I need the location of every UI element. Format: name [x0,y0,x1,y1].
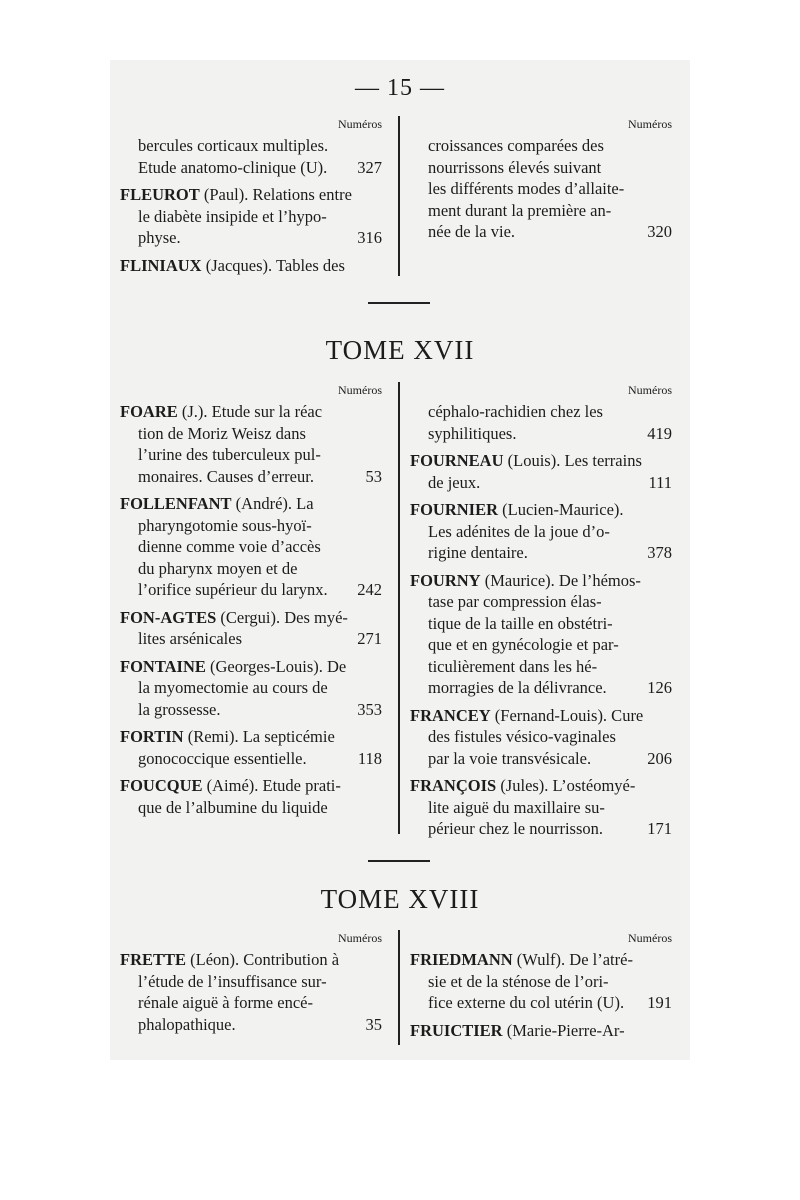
entry-text: (Léon). Contribution à [186,950,340,969]
entry-line [410,570,672,592]
author-name: FOURNY [410,570,481,590]
entry-line [410,591,672,613]
entry-line [410,472,672,494]
entry-line [410,818,672,840]
entry-line [410,971,672,993]
entry-line [120,227,382,249]
entry-text: née de la vie. [428,222,516,241]
entry-number: 327 [357,157,382,177]
entry-line [120,444,382,466]
entry-line [120,797,382,819]
column-left [120,382,382,824]
entry-line [410,178,672,200]
entry-number: 378 [647,543,672,562]
entry-line [410,992,672,1014]
entry-line [410,450,672,472]
author-name: FOLLENFANT [120,494,232,513]
author-name: FRIEDMANN [410,950,513,969]
author-name: FOUCQUE [120,776,203,795]
index-entry [120,493,382,601]
numbers-header: Numéros [338,931,382,945]
entry-line [120,628,382,650]
entry-text: le diabète insipide et l’hypo- [138,206,327,226]
index-entry [120,775,382,818]
entry-text: (André). La [231,494,314,513]
entry-line [120,401,382,423]
entry-text: lite aiguë du maxillaire su- [428,797,605,817]
entry-line [410,775,672,797]
column-right [410,930,672,1047]
entry-text: la myomectomie au cours de [138,678,328,697]
index-entry [120,184,382,249]
author-name: FLINIAUX [120,255,202,275]
entry-text: (Maurice). De l’hémos- [480,570,641,590]
entry-text: morragies de la délivrance. [428,678,607,697]
index-entry [120,135,382,178]
author-name: FOARE [120,402,178,421]
entry-line [410,949,672,971]
entry-number: 316 [357,228,382,247]
entry-text: (Fernand-Louis). Cure [490,705,644,725]
index-entry [120,607,382,650]
entry-line [120,971,382,993]
entry-number: 35 [365,1014,382,1034]
entry-line [410,521,672,543]
entry-line [410,423,672,445]
entry-number: 53 [365,466,382,486]
entry-text: les différents modes d’allaite- [428,179,625,198]
entry-text: tase par compression élas- [428,592,602,611]
entry-line [410,542,672,564]
index-entry [120,401,382,487]
entry-line [410,613,672,635]
entry-number: 320 [647,222,672,241]
entry-line [120,515,382,537]
entry-line [120,677,382,699]
entry-line [410,748,672,770]
entry-text: (Lucien-Maurice). [498,500,624,519]
entry-line [120,607,382,629]
entry-number: 171 [647,819,672,838]
entry-text: que et en gynécologie et par- [428,635,619,654]
entry-line [120,992,382,1014]
section-tome-xviii [120,930,680,1045]
entry-text: nourrissons élevés suivant [428,157,602,177]
author-name: FONTAINE [120,656,206,676]
entry-line [120,255,382,277]
entry-number: 206 [647,748,672,768]
index-entry [120,656,382,721]
entry-line [410,705,672,727]
entry-text: (Paul). Relations entre [199,185,352,204]
entry-text: phalopathique. [138,1014,236,1034]
entry-text: (Jules). L’ostéomyé- [496,776,636,795]
entry-number: 111 [648,472,672,492]
entry-number: 118 [357,748,382,768]
numbers-header: Numéros [628,117,672,131]
index-entry [410,499,672,564]
author-name: FLEUROT [120,185,200,204]
index-entry [410,949,672,1014]
entry-text: (Jacques). Tables des [201,255,345,275]
section-tome-xvii [120,382,680,838]
entry-text: bercules corticaux multiples. [138,136,329,155]
entry-text: (Cergui). Des myé- [216,607,348,627]
entry-number: 271 [357,629,382,648]
entry-line [410,797,672,819]
entry-text: (Marie-Pierre-Ar- [502,1020,625,1040]
entry-line [120,184,382,206]
entry-line [410,135,672,157]
column-divider [398,382,400,834]
entry-line [410,200,672,222]
entry-text: (J.). Etude sur la réac [177,402,323,421]
page-number: — 15 — [355,75,445,101]
index-entry [410,775,672,840]
entry-line [120,656,382,678]
entry-text: l’étude de l’insuffisance sur- [138,971,327,991]
entry-line [120,949,382,971]
entry-text: pharyngotomie sous-hyoï- [138,515,312,535]
entry-line [120,1014,382,1036]
author-name: FORTIN [120,727,184,746]
entry-line [410,656,672,678]
entry-text: tion de Moriz Weisz dans [138,423,306,443]
entry-number: 353 [357,699,382,719]
index-entry [410,135,672,243]
entry-line [120,206,382,228]
author-name: FOURNIER [410,500,499,519]
entry-text: sie et de la sténose de l’ori- [428,971,609,991]
entry-text: Les adénites de la joue d’o- [428,521,610,541]
entry-text: l’orifice supérieur du larynx. [138,580,328,599]
tome-title-xvii: TOME XVII [325,335,475,365]
entry-number: 126 [647,678,672,697]
column-left [120,116,382,282]
author-name: FRETTE [120,950,187,969]
entry-text: rénale aiguë à forme encé- [138,993,313,1012]
entry-text: Etude anatomo-clinique (U). [138,157,328,177]
entry-line [120,775,382,797]
author-name: FRUICTIER [410,1020,503,1040]
entry-text: l’urine des tuberculeux pul- [138,445,321,464]
section-rule [368,860,430,862]
entry-text: syphilitiques. [428,423,517,443]
entry-line [410,726,672,748]
entry-text: gonococcique essentielle. [138,748,307,768]
author-name: FOURNEAU [410,451,504,470]
entry-text: (Louis). Les terrains [503,451,642,470]
author-name: FON-AGTES [120,607,217,627]
entry-line [410,157,672,179]
entry-line [120,135,382,157]
index-entry [120,255,382,277]
entry-text: céphalo-rachidien chez les [428,402,603,421]
column-divider [398,930,400,1045]
author-name: FRANÇOIS [410,776,497,795]
index-entry [410,570,672,699]
entry-line [410,499,672,521]
numbers-header: Numéros [628,931,672,945]
entry-line [120,493,382,515]
column-right [410,116,672,249]
entry-text: (Georges-Louis). De [205,656,347,676]
entry-line [120,157,382,179]
entry-text: dienne comme voie d’accès [138,537,321,556]
entry-number: 191 [647,993,672,1012]
index-entry [410,450,672,493]
entry-text: des fistules vésico-vaginales [428,727,616,746]
entry-line [410,401,672,423]
entry-number: 242 [357,580,382,599]
author-name: FRANCEY [410,705,491,725]
section-rule [368,302,430,304]
entry-line [410,677,672,699]
entry-text: physe. [138,228,181,247]
entry-line [120,748,382,770]
entry-line [410,221,672,243]
entry-text: monaires. Causes d’erreur. [138,466,314,486]
numbers-header: Numéros [628,383,672,397]
index-entry [410,1020,672,1042]
entry-line [120,699,382,721]
entry-text: fice externe du col utérin (U). [428,993,625,1012]
entry-text: tique de la taille en obstétri- [428,613,613,633]
entry-line [410,1020,672,1042]
tome-title-xviii: TOME XVIII [320,884,480,914]
column-divider [398,116,400,276]
entry-line [120,423,382,445]
entry-line [120,558,382,580]
column-left [120,930,382,1041]
entry-number: 419 [647,423,672,443]
numbers-header: Numéros [338,383,382,397]
entry-text: périeur chez le nourrisson. [428,819,604,838]
entry-line [120,466,382,488]
entry-line [120,579,382,601]
entry-text: ticulièrement dans les hé- [428,656,598,676]
index-entry [120,949,382,1035]
entry-text: lites arsénicales [138,629,242,648]
entry-text: du pharynx moyen et de [138,558,298,578]
entry-text: de jeux. [428,472,481,492]
entry-line [120,536,382,558]
column-right [410,382,672,846]
entry-line [410,634,672,656]
entry-text: que de l’albumine du liquide [138,797,328,817]
numbers-header: Numéros [338,117,382,131]
entry-text: rigine dentaire. [428,543,528,562]
entry-line [120,726,382,748]
index-entry [410,705,672,770]
entry-text: (Wulf). De l’atré- [512,950,633,969]
entry-text: ment durant la première an- [428,200,612,220]
entry-text: croissances comparées des [428,136,604,155]
index-entry [120,726,382,769]
entry-text: par la voie transvésicale. [428,748,592,768]
entry-text: (Aimé). Etude prati- [202,776,341,795]
entry-text: la grossesse. [138,699,221,719]
index-entry [410,401,672,444]
entry-text: (Remi). La septicémie [183,727,335,746]
section-continuation [120,116,680,276]
